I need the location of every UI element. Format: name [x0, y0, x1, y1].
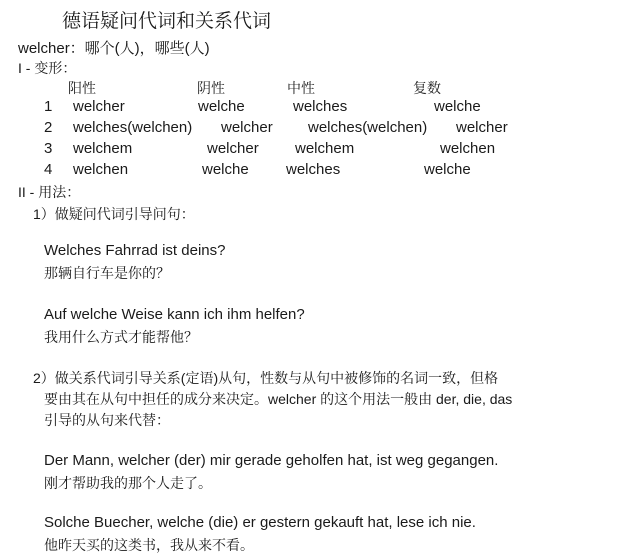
cell-feminine: welcher: [207, 140, 259, 157]
cell-plural: welche: [434, 98, 481, 115]
cell-masculine: welcher: [73, 98, 125, 115]
cell-masculine: welchen: [73, 161, 129, 178]
cell-feminine: welche: [202, 161, 249, 178]
example-german: Auf welche Weise kann ich ihm helfen?: [44, 306, 305, 323]
header-feminine: 阴性: [197, 81, 225, 97]
example-chinese: 那辆自行车是你的？: [44, 265, 170, 281]
cell-neuter: welches: [293, 98, 348, 115]
section2-heading: II - 用法：: [18, 184, 81, 200]
row-number: 2: [44, 119, 53, 136]
header-neuter: 中性: [287, 81, 315, 97]
cell-plural: welche: [424, 161, 471, 178]
cell-masculine: welches(welchen): [73, 119, 193, 136]
row-number: 3: [44, 140, 53, 157]
cell-feminine: welcher: [221, 119, 273, 136]
example-german: Solche Buecher, welche (die) er gestern gekauft hat, lese ich nie.: [44, 514, 476, 531]
intro-line: welcher：哪个(人)，哪些(人): [18, 40, 210, 57]
cell-masculine: welchem: [73, 140, 133, 157]
example-german: Der Mann, welcher (der) mir gerade geholfen hat, ist weg gegangen.: [44, 452, 499, 469]
use1-heading: 1）做疑问代词引导问句：: [33, 206, 195, 222]
example-chinese: 我用什么方式才能帮他？: [44, 329, 198, 345]
cell-neuter: welches(welchen): [308, 119, 428, 136]
use2-heading-line: 引导的从句来代替：: [44, 412, 170, 428]
header-plural: 复数: [413, 81, 441, 97]
example-chinese: 刚才帮助我的那个人走了。: [44, 475, 212, 491]
cell-neuter: welchem: [295, 140, 355, 157]
example-chinese: 他昨天买的这类书，我从来不看。: [44, 537, 254, 553]
cell-feminine: welche: [198, 98, 245, 115]
row-number: 4: [44, 161, 53, 178]
cell-neuter: welches: [286, 161, 341, 178]
cell-plural: welcher: [456, 119, 508, 136]
header-masculine: 阳性: [68, 81, 96, 97]
use2-heading-line: 要由其在从句中担任的成分来决定。welcher 的这个用法一般由 der, die, das: [44, 391, 513, 407]
row-number: 1: [44, 98, 53, 115]
example-german: Welches Fahrrad ist deins?: [44, 242, 226, 259]
page-title: 德语疑问代词和关系代词: [62, 10, 272, 32]
section1-heading: I - 变形：: [18, 60, 77, 76]
cell-plural: welchen: [440, 140, 496, 157]
use2-heading-line: 2）做关系代词引导关系(定语)从句，性数与从句中被修饰的名词一致，但格: [33, 370, 499, 386]
